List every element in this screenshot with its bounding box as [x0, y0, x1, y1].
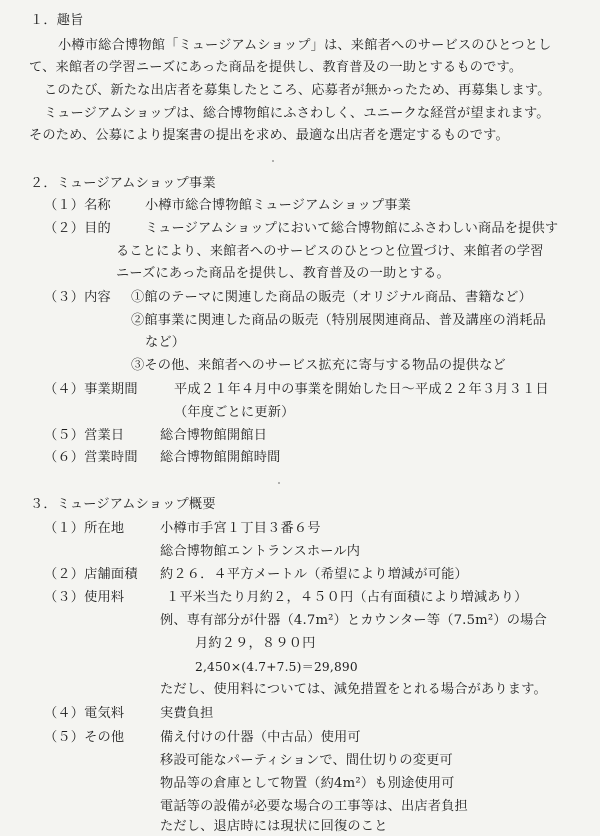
purpose-paragraph-line: そのため、公募により提案書の提出を求め、最適な出店者を選定するものです。	[29, 128, 509, 143]
section-2-heading: ２．ミュージアムショップ事業	[30, 176, 216, 191]
purpose-paragraph-line: 小樽市総合博物館「ミュージアムショップ」は、来館者へのサービスのひとつとし	[58, 38, 552, 53]
scan-speck	[278, 482, 280, 484]
scan-speck	[272, 160, 274, 162]
content-label: （３）内容	[44, 290, 111, 305]
location-value: 総合博物館エントランスホール内	[160, 544, 361, 559]
fee-formula: 2,450×(4.7+7.5)＝29,890	[195, 660, 358, 674]
content-item: ①館のテーマに関連した商品の販売（オリジナル商品、書籍など）	[131, 290, 532, 305]
location-label: （１）所在地	[44, 521, 125, 536]
period-label: （４）事業期間	[44, 382, 138, 397]
other-label: （５）その他	[44, 730, 125, 745]
purpose-paragraph-line: て、来館者の学習ニーズにあった商品を提供し、教育普及の一助とするものです。	[29, 60, 523, 75]
content-item: など）	[145, 335, 186, 350]
other-item: 物品等の倉庫として物置（約4m²）も別途使用可	[160, 776, 455, 791]
electricity-value: 実費負担	[160, 706, 214, 721]
purpose-label: （２）目的	[44, 221, 111, 236]
days-value: 総合博物館開館日	[160, 428, 268, 443]
content-item: ②館事業に関連した商品の販売（特別展関連商品、普及講座の消耗品	[131, 313, 547, 328]
location-value: 小樽市手宮１丁目３番６号	[160, 521, 321, 536]
period-note: （年度ごとに更新）	[174, 405, 295, 420]
other-item: ただし、退店時には現状に回復のこと	[160, 819, 388, 834]
period-value: 平成２１年４月中の事業を開始した日～平成２２年３月３１日	[174, 382, 549, 397]
fee-label: （３）使用料	[44, 590, 125, 605]
purpose-paragraph-line: このたび、新たな出店者を募集したところ、応募者が無かったため、再募集します。	[44, 83, 551, 98]
purpose-paragraph-line: ミュージアムショップは、総合博物館にふさわしく、ユニークな経営が望まれます。	[44, 106, 550, 121]
section-1-heading: １．趣旨	[30, 13, 84, 28]
fee-example-amount: 月約２９，８９０円	[195, 636, 316, 651]
other-item: 電話等の設備が必要な場合の工事等は、出店者負担	[160, 799, 468, 814]
purpose-value-line: ニーズにあった商品を提供し、教育普及の一助とする。	[116, 266, 450, 281]
content-item: ③その他、来館者へのサービス拡充に寄与する物品の提供など	[131, 358, 506, 373]
purpose-value-line: ることにより、来館者へのサービスのひとつと位置づけ、来館者の学習	[116, 244, 544, 259]
area-value: 約２６．４平方メートル（希望により増減が可能）	[160, 567, 468, 582]
other-item: 備え付けの什器（中古品）使用可	[160, 730, 361, 745]
hours-label: （６）営業時間	[44, 450, 138, 465]
fee-value: １平米当たり月約２，４５０円（占有面積により増減あり）	[166, 590, 528, 605]
name-value: 小樽市総合博物館ミュージアムショップ事業	[145, 198, 412, 213]
section-3-heading: ３．ミュージアムショップ概要	[30, 497, 216, 512]
other-item: 移設可能なパーティションで、間仕切りの変更可	[160, 753, 453, 768]
fee-example: 例、専有部分が什器（4.7m²）とカウンター等（7.5m²）の場合	[160, 613, 547, 628]
area-label: （２）店舗面積	[44, 567, 138, 582]
purpose-value-line: ミュージアムショップにおいて総合博物館にふさわしい商品を提供す	[145, 221, 559, 236]
electricity-label: （４）電気料	[44, 706, 125, 721]
fee-note: ただし、使用料については、減免措置をとれる場合があります。	[160, 682, 547, 697]
name-label: （１）名称	[44, 198, 111, 213]
hours-value: 総合博物館開館時間	[160, 450, 281, 465]
days-label: （５）営業日	[44, 428, 125, 443]
